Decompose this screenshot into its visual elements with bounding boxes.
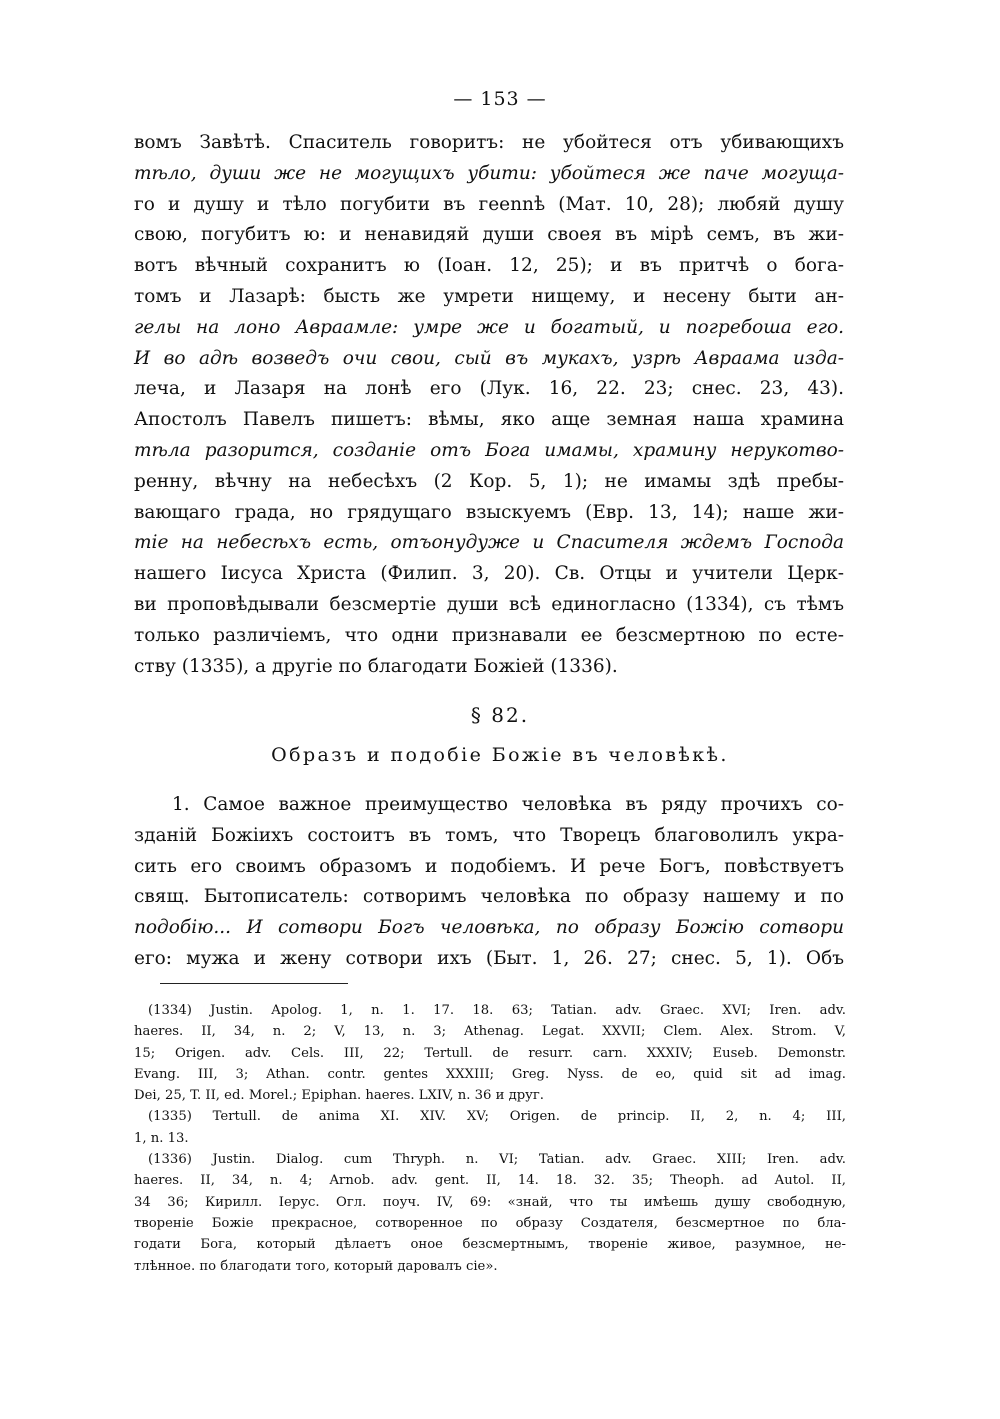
text-line: его: мужа и жену сотвори ихъ (Быт. 1, 26. 27; снес. 5, 1). Объ: [134, 947, 844, 969]
footnote-line: тлѣнное. по благодати того, который даровалъ сіе».: [134, 1258, 498, 1274]
footnote-line: (1335) Tertull. de anima XI. XIV. XV; Origen. de princip. II, 2, n. 4; III,: [148, 1109, 846, 1125]
text-line: подобію... И сотвори Богъ человѣка, по образу Божію сотвори: [134, 917, 844, 939]
section-number: § 82.: [470, 703, 530, 727]
text-line: вающаго града, но грядущаго взыскуемъ (Евр. 13, 14); наше жи-: [134, 501, 844, 523]
section-title: Образъ и подобіе Божіе въ человѣкѣ.: [271, 744, 729, 766]
footnote-line: (1336) Justin. Dialog. cum Thryph. n. VI; Tatian. adv. Graec. XIII; Iren. adv.: [148, 1152, 846, 1168]
text-line: нашего Іисуса Христа (Филип. 3, 20). Св. Отцы и учители Церк-: [134, 563, 844, 585]
text-line: ству (1335), а другіе по благодати Божіей (1336).: [134, 655, 618, 677]
text-line: свящ. Бытописатель: сотворимъ человѣка по образу нашему и по: [134, 886, 844, 908]
text-line: томъ и Лазарѣ: бысть же умрети нищему, и несену быти ан-: [134, 285, 844, 307]
text-line: вотъ вѣчный сохранитъ ю (Іоан. 12, 25); и въ притчѣ о бога-: [134, 255, 844, 277]
footnote-divider: [160, 983, 348, 984]
footnote-line: (1334) Justin. Apolog. 1, n. 1. 17. 18. 63; Tatian. adv. Graec. XVI; Iren. adv.: [148, 1003, 846, 1018]
section-paragraph: [134, 790, 844, 975]
text-line: 1. Самое важное преимущество человѣка въ ряду прочихъ со-: [172, 794, 844, 815]
text-line: ви проповѣдывали безсмертіе души всѣ единогласно (1334), съ тѣмъ: [134, 593, 844, 615]
text-line: только различіемъ, что одни признавали ее безсмертною по есте-: [134, 624, 844, 646]
main-paragraph: [134, 128, 844, 682]
text-line: лечa, и Лазаря на лонѣ его (Лук. 16, 22. 23; снес. 23, 43).: [134, 378, 844, 400]
text-line: сить его своимъ образомъ и подобіемъ. И рече Богъ, повѣствуетъ: [134, 855, 844, 877]
footnote-line: Evang. III, 3; Athan. contr. gentes XXXIII; Greg. Nyss. de eo, quid sit ad imag.: [134, 1066, 846, 1082]
footnote-line: 1, n. 13.: [134, 1130, 189, 1146]
page-number: — 153 —: [453, 88, 547, 110]
footnote-line: 34 36; Кирилл. Iерус. Огл. поуч. IV, 69: «знай, что ты имѣешь душу свободную,: [134, 1194, 846, 1210]
footnote-line: haeres. II, 34, n. 2; V, 13, n. 3; Athenag. Legat. XXVII; Clem. Alex. Strom. V,: [134, 1024, 846, 1040]
footnotes: [134, 1000, 846, 1277]
text-line: тѣло, души же не могущихъ убити: убойтеся же паче могуща-: [134, 162, 844, 184]
text-line: свою, погубитъ ю: и ненавидяй души своея въ мірѣ семъ, въ жи-: [134, 224, 844, 246]
text-line: вомъ Завѣтѣ. Спаситель говоритъ: не убойтеся отъ убивающихъ: [134, 132, 844, 153]
footnote-line: haeres. II, 34, n. 4; Arnob. adv. gent. II, 14. 18. 32. 35; Theoph. ad Autol. II,: [134, 1173, 846, 1189]
footnote-line: Dei, 25, T. II, ed. Morel.; Epiphan. haeres. LXIV, n. 36 и друг.: [134, 1088, 544, 1104]
text-line: тіе на небесѣхъ есть, отъонудуже и Спасителя ждемъ Господа: [134, 532, 844, 554]
text-line: зданій Божіихъ состоитъ въ томъ, что Творецъ благоволилъ укра-: [134, 824, 844, 846]
text-line: го и душу и тѣло погубити въ геennѣ (Мат. 10, 28); любяй душу: [134, 193, 844, 215]
text-line: гелы на лоно Авраамле: умре же и богатый, и погребоша его.: [134, 316, 844, 338]
text-line: Апостолъ Павелъ пишетъ: вѣмы, яко аще земная наша храмина: [134, 409, 844, 431]
text-line: тѣла разорится, созданіе отъ Бога имамы, храмину нерукотво-: [134, 439, 844, 461]
text-line: И во адѣ возведъ очи свои, сый въ мукахъ, узрѣ Авраама изда-: [134, 347, 844, 369]
footnote-line: 15; Origen. adv. Cels. III, 22; Tertull. de resurr. carn. XXXIV; Euseb. Demonstr.: [134, 1045, 846, 1061]
text-line: ренну, вѣчну на небесѣхъ (2 Кор. 5, 1); не имамы здѣ пребы-: [134, 470, 844, 492]
footnote-line: годати Бога, который дѣлаетъ оное безсмертнымъ, твореніе живое, разумное, не-: [134, 1237, 846, 1253]
footnote-line: твореніе Божіе прекрасное, сотворенное по образу Создателя, безсмертное по бла-: [134, 1215, 846, 1231]
